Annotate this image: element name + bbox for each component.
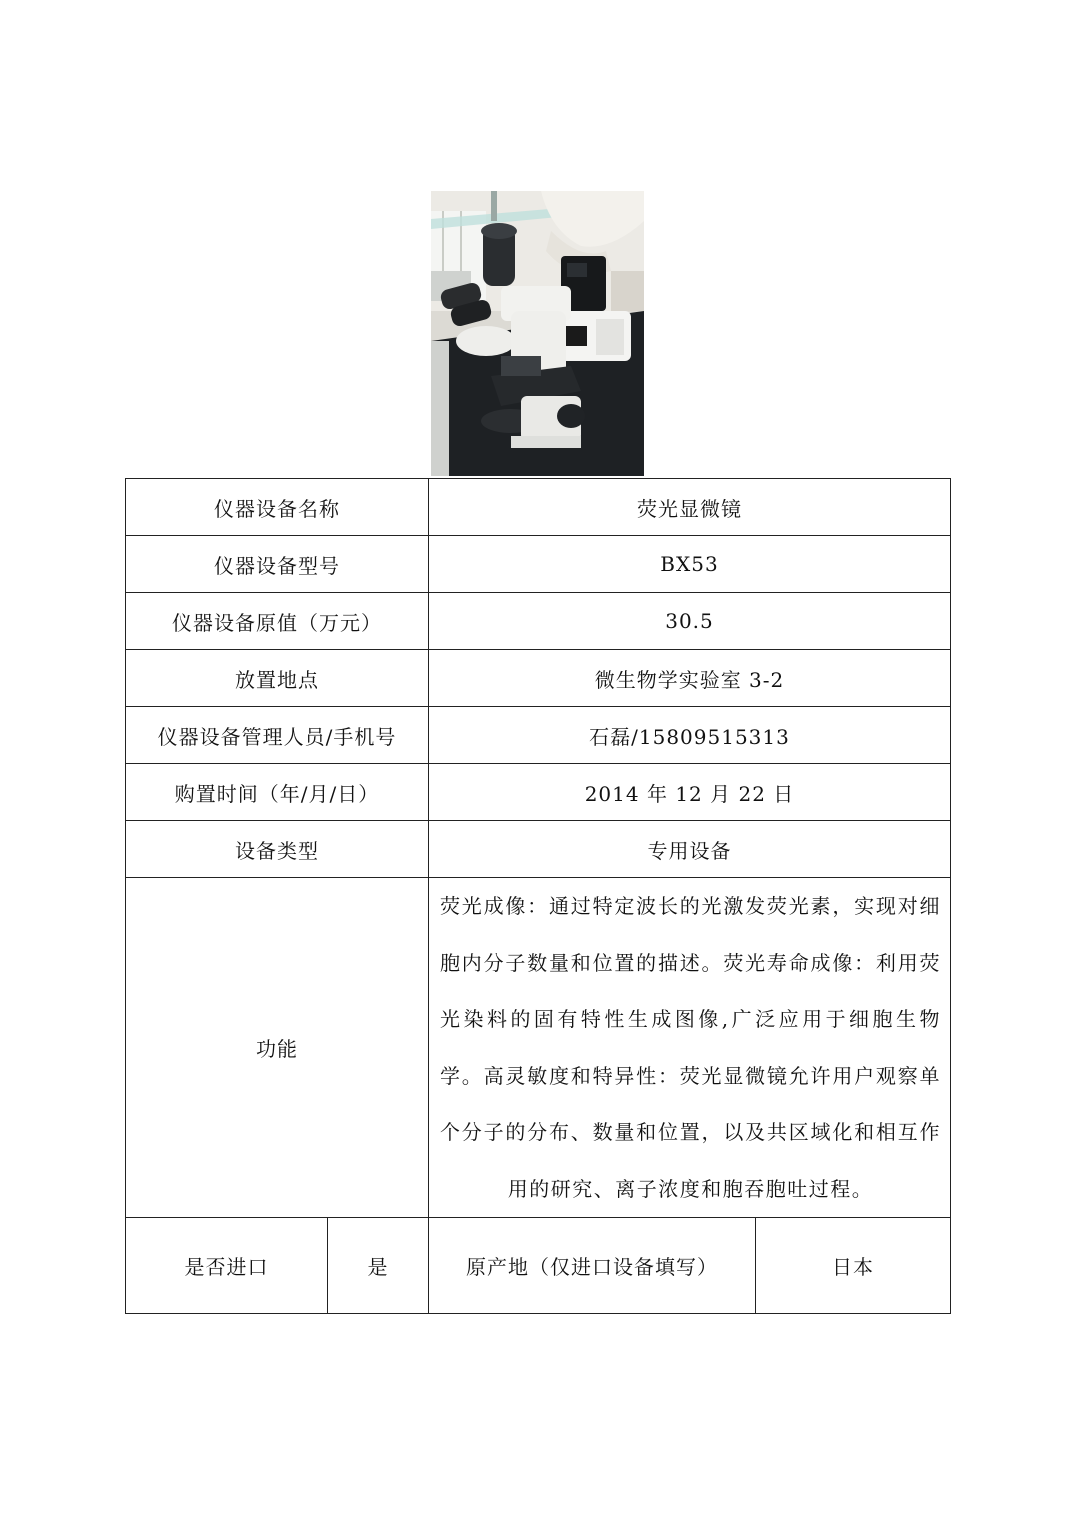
function-label-cell: 功能 [126, 878, 429, 1218]
table-row [126, 479, 951, 536]
import-value-cell: 是 [328, 1218, 429, 1314]
table-row [126, 764, 951, 821]
table-row [126, 650, 951, 707]
label-cell: 仪器设备原值（万元） [126, 593, 429, 650]
equipment-info-table [125, 478, 951, 1314]
import-row [126, 1218, 951, 1314]
import-label-cell: 是否进口 [126, 1218, 328, 1314]
table-row [126, 593, 951, 650]
function-text-cell [429, 878, 951, 1218]
value-cell: 微生物学实验室 3-2 [429, 650, 951, 707]
value-cell: BX53 [429, 536, 951, 593]
label-cell: 设备类型 [126, 821, 429, 878]
function-description: 荧光成像：通过特定波长的光激发荧光素，实现对细胞内分子数量和位置的描述。荧光寿命成像：利用荧光染料的固有特性生成图像,广泛应用于细胞生物学。高灵敏度和特异性：荧光显微镜允许用户观察单个分子的分布、数量和位置，以及共区域化和相互作用的研究、离子浓度和胞吞胞吐过程。 [440, 894, 941, 1201]
table-row [126, 821, 951, 878]
value-cell: 石磊/15809515313 [429, 707, 951, 764]
table-row [126, 536, 951, 593]
value-cell: 2014 年 12 月 22 日 [429, 764, 951, 821]
function-row [126, 878, 951, 1218]
table-row [126, 707, 951, 764]
origin-value-cell: 日本 [756, 1218, 951, 1314]
label-cell: 放置地点 [126, 650, 429, 707]
equipment-photo [431, 191, 644, 476]
origin-label-cell: 原产地（仅进口设备填写） [429, 1218, 756, 1314]
label-cell: 购置时间（年/月/日） [126, 764, 429, 821]
label-cell: 仪器设备型号 [126, 536, 429, 593]
value-cell: 专用设备 [429, 821, 951, 878]
value-cell: 荧光显微镜 [429, 479, 951, 536]
label-cell: 仪器设备名称 [126, 479, 429, 536]
label-cell: 仪器设备管理人员/手机号 [126, 707, 429, 764]
value-cell: 30.5 [429, 593, 951, 650]
